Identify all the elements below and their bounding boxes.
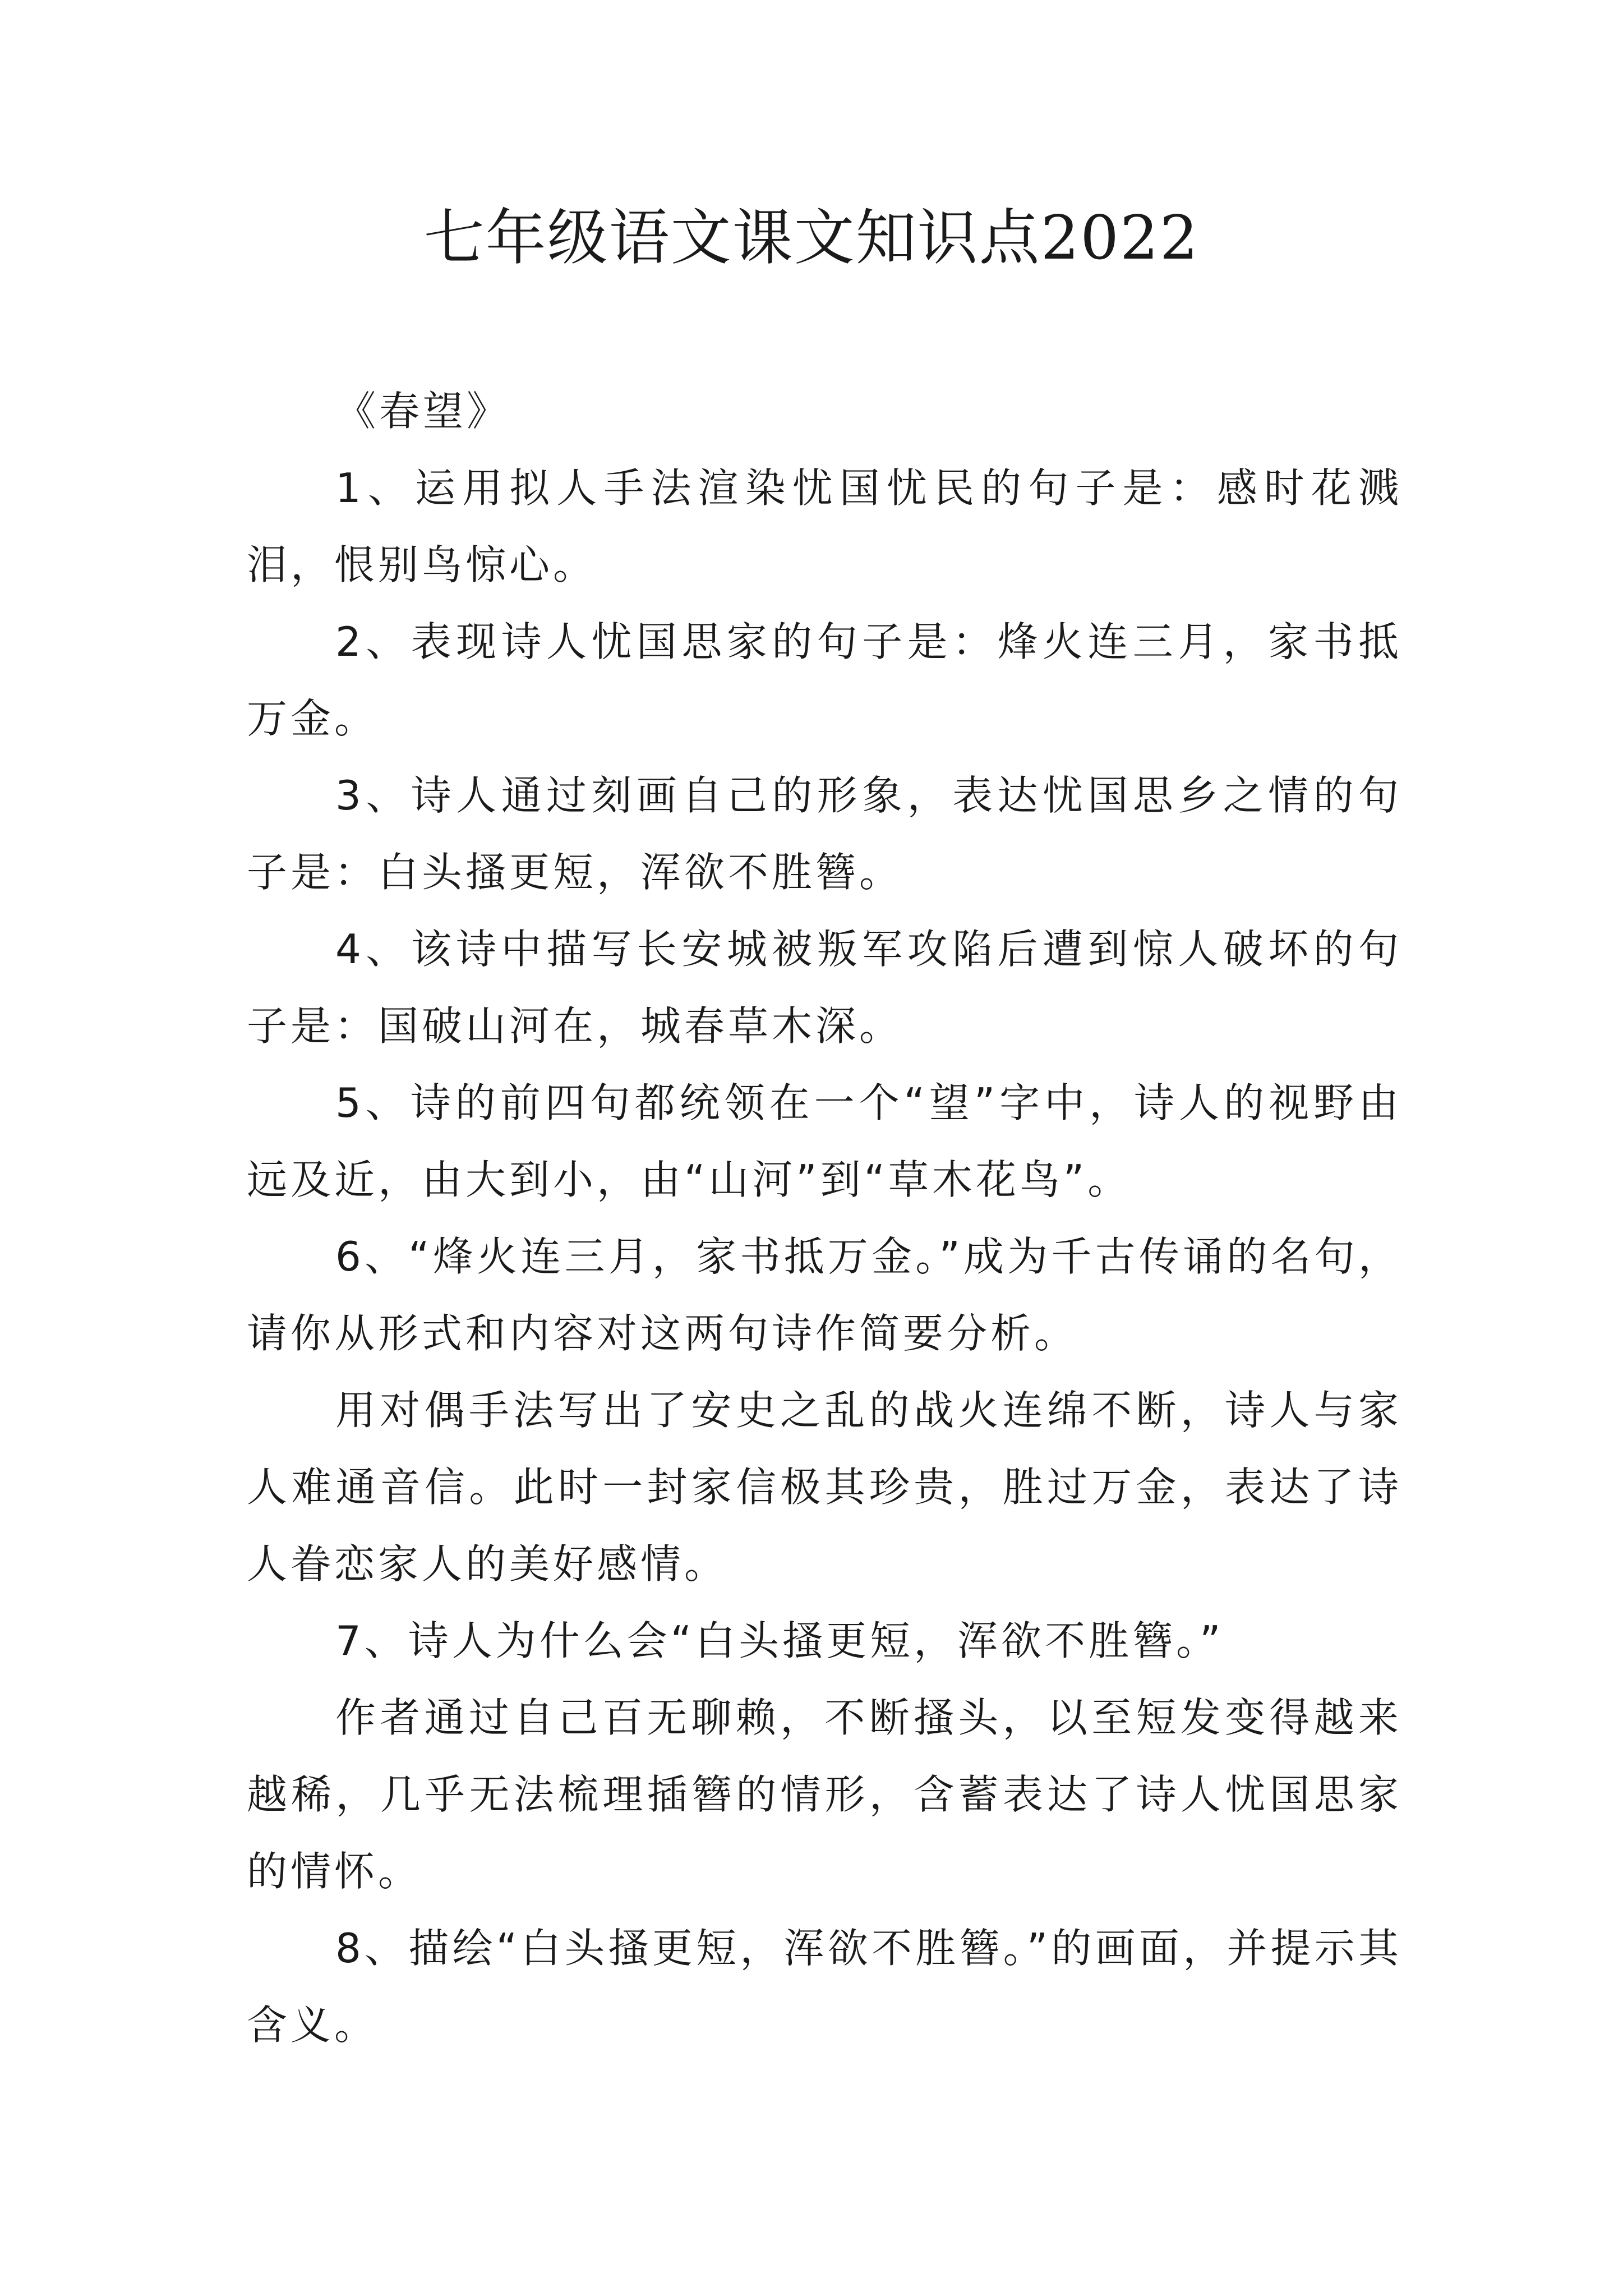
paragraph-6-answer: 用对偶手法写出了安史之乱的战火连绵不断，诗人与家人难通音信。此时一封家信极其珍贵，胜过万金，表达了诗人眷恋家人的美好感情。 — [247, 1387, 1402, 1588]
document-body — [247, 373, 1402, 2064]
paragraph-6: 6、“烽火连三月，家书抵万金。”成为千古传诵的名句，请你从形式和内容对这两句诗作简要分析。 — [247, 1233, 1402, 1357]
paragraph-7-answer: 作者通过自己百无聊赖，不断搔头，以至短发变得越来越稀，几乎无法梳理插簪的情形，含蓄表达了诗人忧国思家的情怀。 — [247, 1694, 1402, 1895]
paragraph-8: 8、描绘“白头搔更短，浑欲不胜簪。”的画面，并提示其含义。 — [247, 1925, 1402, 2049]
paragraph-7: 7、诗人为什么会“白头搔更短，浑欲不胜簪。” — [335, 1617, 1224, 1664]
paragraph-5: 5、诗的前四句都统领在一个“望”字中，诗人的视野由远及近，由大到小，由“山河”到“草木花鸟”。 — [247, 1079, 1402, 1203]
document-title: 七年级语文课文知识点2022 — [423, 203, 1200, 273]
paragraph-1: 1、运用拟人手法渲染忧国忧民的句子是：感时花溅泪，恨别鸟惊心。 — [247, 464, 1402, 588]
paragraph-3: 3、诗人通过刻画自己的形象，表达忧国思乡之情的句子是：白头搔更短，浑欲不胜簪。 — [247, 772, 1402, 896]
section-heading: 《春望》 — [335, 388, 511, 435]
paragraph-4: 4、该诗中描写长安城被叛军攻陷后遭到惊人破坏的句子是：国破山河在，城春草木深。 — [247, 926, 1402, 1050]
paragraph-2: 2、表现诗人忧国思家的句子是：烽火连三月，家书抵万金。 — [247, 618, 1402, 742]
